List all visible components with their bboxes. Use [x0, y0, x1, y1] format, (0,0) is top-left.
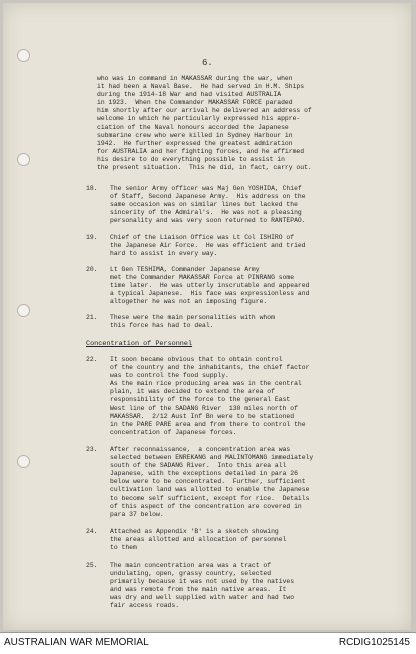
- text-line: hard to assist in every way.: [110, 250, 218, 258]
- text-line: The senior Army officer was Maj Gen YOSHIDA, Chief: [110, 185, 302, 192]
- punch-hole-icon: [17, 455, 30, 468]
- paragraph-number: 25.: [86, 562, 98, 569]
- paragraph-number: 20.: [86, 266, 98, 273]
- text-line: undulating, open, grassy country, selected: [110, 570, 272, 578]
- text-line: These were the main personalities with whom: [110, 314, 275, 321]
- text-line: concentration of Japanese forces.: [110, 428, 237, 436]
- paragraph-21-text: [110, 314, 275, 330]
- text-line: It soon became obvious that to obtain control: [110, 356, 283, 363]
- section-heading: Concentration of Personnel: [86, 340, 193, 348]
- text-line: a typical Japanese. His face was expressionless and: [110, 290, 310, 298]
- text-line: for AUSTRALIA and her fighting forces, and he affirmed: [97, 147, 305, 155]
- text-line: personality and was very soon returned to RANTEPAO.: [110, 217, 306, 225]
- text-line: Chief of the Liaison Office was Lt Col ISHIRO of: [110, 234, 295, 241]
- paragraph-number: 22.: [86, 356, 98, 363]
- text-line: The main concentration area was a tract of: [110, 562, 272, 569]
- text-line: As the main rice producing area was in the central: [110, 380, 302, 388]
- text-line: his desire to do everything possible to assist in: [97, 155, 285, 163]
- text-line: during the 1914-18 War and had visited AUSTRALIA: [97, 91, 282, 99]
- paragraph-number: 21.: [86, 314, 98, 321]
- text-line: primarily because it was not used by the natives: [110, 578, 295, 586]
- paragraph-number: 23.: [86, 446, 98, 453]
- paragraph-23-text: [110, 446, 313, 519]
- text-line: sincerity of the Admiral's. He was not a pleasing: [110, 209, 302, 217]
- paragraph-22-text: [110, 356, 309, 437]
- text-line: altogether he was not an imposing figure.: [110, 298, 268, 306]
- text-line: in 1923. When the Commander MAKASSAR FORCE paraded: [97, 99, 293, 107]
- footer-record-id: RCDIG1025145: [338, 637, 410, 648]
- text-line: Japanese, with the exceptions detailed in para 26: [110, 470, 298, 478]
- punch-hole-icon: [17, 304, 30, 317]
- text-line: cultivation land was allotted to enable the Japanese: [110, 486, 310, 494]
- punch-hole-icon: [17, 153, 30, 166]
- text-line: south of the SADANG River. Into this area all: [110, 462, 287, 470]
- paragraph-19-text: [110, 234, 306, 258]
- text-line: of this aspect of the concentration are covered in: [110, 502, 302, 510]
- text-line: ciation of the Naval honours accorded the Japanese: [97, 123, 289, 131]
- page-number: 6.: [202, 58, 213, 68]
- text-line: the present situation. This he did, in fact, carry out.: [97, 164, 312, 172]
- text-line: responsibility of the force to the general East: [110, 396, 291, 404]
- text-line: submarine crew who were killed in Sydney Harbour in: [97, 131, 293, 139]
- text-line: of the country and the inhabitants, the chief factor: [110, 364, 310, 372]
- text-line: and was remote from the main native areas. It: [110, 586, 287, 594]
- text-line: same occasion was on similar lines but lacked the: [110, 201, 298, 209]
- paragraph-25-text: [110, 562, 294, 611]
- text-line: plain, it was decided to extend the area of: [110, 388, 275, 396]
- text-line: to become self sufficient, except for rice. Details: [110, 494, 310, 502]
- text-line: to them: [110, 544, 137, 552]
- footer-institution: AUSTRALIAN WAR MEMORIAL: [4, 637, 149, 648]
- paragraph-18-text: [110, 185, 306, 225]
- text-line: welcome in which he particularly expressed his appre-: [97, 115, 301, 123]
- text-line: was dry and well supplied with water and had two: [110, 594, 295, 602]
- text-line: selected between ENREKANG and MALINTOMANG immediately: [110, 454, 314, 462]
- text-line: him shortly after our arrival he delivered an address of: [97, 107, 312, 115]
- archive-footer: [0, 632, 416, 654]
- text-line: Lt Gen TESHIMA, Commander Japanese Army: [110, 266, 260, 273]
- text-line: of Staff, Second Japanese Army. His address on the: [110, 193, 306, 201]
- paragraph-20-text: [110, 266, 309, 306]
- text-line: the areas allotted and allocation of personnel: [110, 536, 287, 544]
- paragraph-24-text: [110, 528, 286, 552]
- text-line: was to control the food supply.: [110, 372, 229, 380]
- text-line: After reconnaissance, a concentration area was: [110, 446, 291, 453]
- text-line: met the Commander MAKASSAR Force at PINRANG some: [110, 274, 295, 282]
- text-line: fair access roads.: [110, 602, 180, 610]
- text-line: time later. He was utterly inscrutable and appeared: [110, 282, 310, 290]
- text-line: below were to be concentrated. Further, sufficient: [110, 478, 306, 486]
- text-line: in the PARE PARE area and from there to control the: [110, 420, 306, 428]
- text-line: who was in command in MAKASSAR during the war, when: [97, 75, 293, 82]
- punch-hole-icon: [17, 49, 30, 62]
- text-line: para 37 below.: [110, 510, 164, 518]
- text-line: this force has had to deal.: [110, 322, 214, 330]
- paragraph-17-text: [97, 75, 312, 172]
- text-line: Attached as Appendix 'B' is a sketch showing: [110, 528, 279, 535]
- text-line: 1942. He further expressed the greatest admiration: [97, 139, 293, 147]
- paragraph-number: 19.: [86, 234, 98, 241]
- paragraph-number: 24.: [86, 528, 98, 535]
- paragraph-number: 18.: [86, 185, 98, 192]
- text-line: West line of the SADANG River 130 miles north of: [110, 404, 298, 412]
- text-line: MAKASSAR. 2/12 Aust Inf Bn were to be stationed: [110, 412, 295, 420]
- text-line: it had been a Naval Base. He had served in H.M. Ships: [97, 83, 305, 91]
- text-line: the Japanese Air Force. He was efficient and tried: [110, 242, 306, 250]
